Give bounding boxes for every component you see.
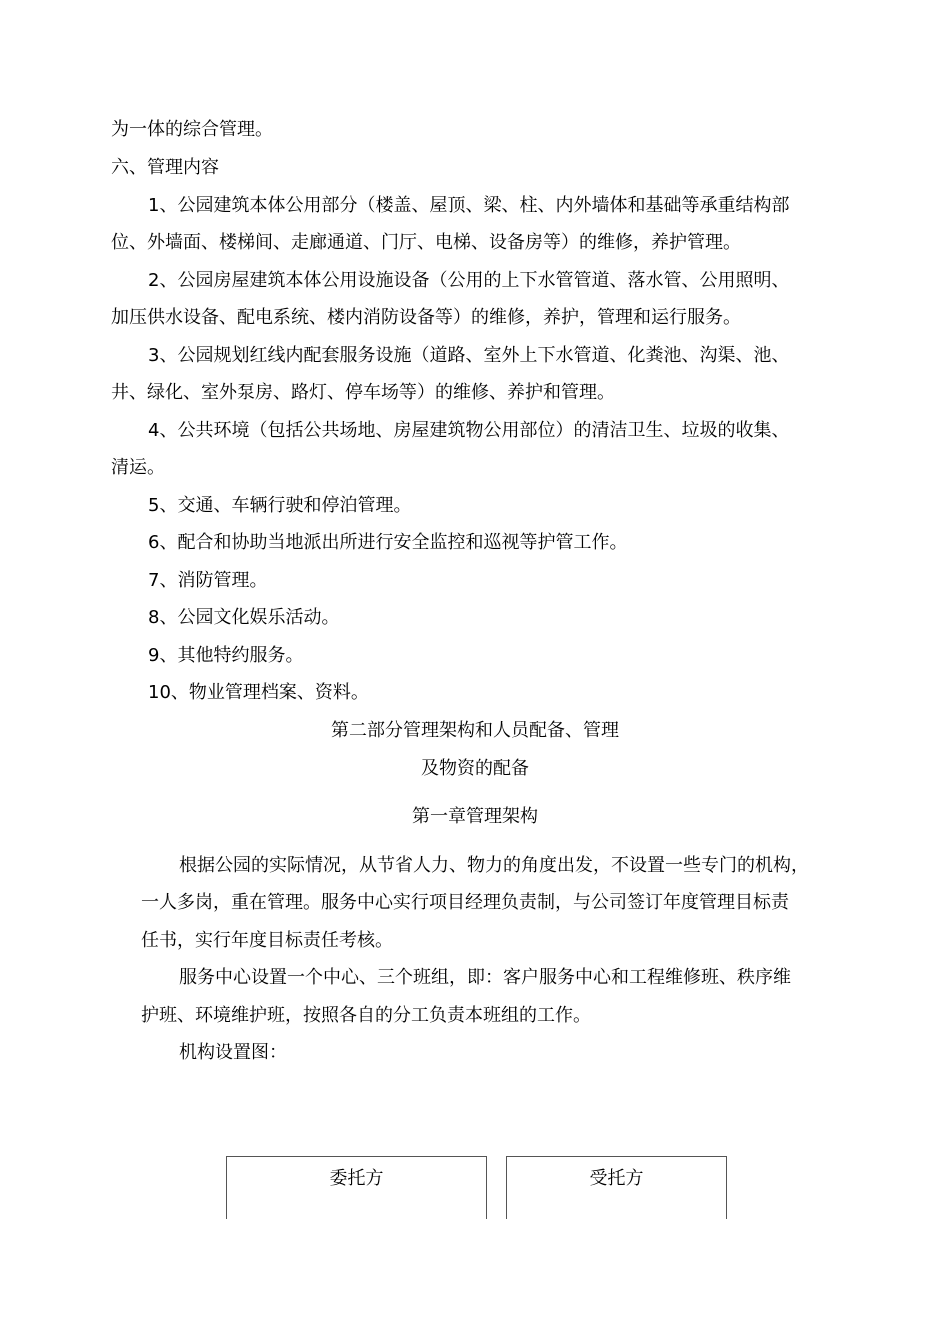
diagram-caption: 机构设置图： bbox=[179, 1042, 287, 1063]
part-title-continuation: 及物资的配备 bbox=[421, 758, 529, 779]
list-item: 4、公共环境（包括公共场地、房屋建筑物公用部位）的清洁卫生、垃圾的收集、 bbox=[148, 420, 790, 441]
list-item-continuation: 加压供水设备、配电系统、楼内消防设备等）的维修，养护，管理和运行服务。 bbox=[111, 307, 741, 328]
list-item-continuation: 井、绿化、室外泵房、路灯、停车场等）的维修、养护和管理。 bbox=[111, 382, 615, 403]
org-chart-box-contractor bbox=[506, 1156, 727, 1219]
body-paragraph-continuation: 护班、环境维护班，按照各自的分工负责本班组的工作。 bbox=[141, 1005, 591, 1026]
list-item: 6、配合和协助当地派出所进行安全监控和巡视等护管工作。 bbox=[148, 532, 628, 553]
list-item-continuation: 清运。 bbox=[111, 457, 165, 478]
list-item: 7、消防管理。 bbox=[148, 570, 268, 591]
chapter-title: 第一章管理架构 bbox=[412, 806, 538, 827]
body-paragraph: 服务中心设置一个中心、三个班组，即：客户服务中心和工程维修班、秩序维 bbox=[179, 967, 791, 988]
body-paragraph-continuation: 一人多岗，重在管理。服务中心实行项目经理负责制，与公司签订年度管理目标责 bbox=[141, 892, 789, 913]
part-title: 第二部分管理架构和人员配备、管理 bbox=[331, 720, 619, 741]
list-item: 5、交通、车辆行驶和停泊管理。 bbox=[148, 495, 412, 516]
list-item: 2、公园房屋建筑本体公用设施设备（公用的上下水管管道、落水管、公用照明、 bbox=[148, 270, 790, 291]
body-paragraph: 根据公园的实际情况，从节省人力、物力的角度出发，不设置一些专门的机构， bbox=[179, 855, 809, 876]
list-item: 1、公园建筑本体公用部分（楼盖、屋顶、梁、柱、内外墙体和基础等承重结构部 bbox=[148, 195, 790, 216]
list-item-continuation: 位、外墙面、楼梯间、走廊通道、门厅、电梯、设备房等）的维修，养护管理。 bbox=[111, 232, 741, 253]
list-item: 8、公园文化娱乐活动。 bbox=[148, 607, 340, 628]
list-item: 9、其他特约服务。 bbox=[148, 645, 304, 666]
list-item: 10、物业管理档案、资料。 bbox=[148, 682, 369, 703]
org-chart-box-client bbox=[226, 1156, 487, 1219]
body-paragraph-continuation: 任书，实行年度目标责任考核。 bbox=[141, 930, 393, 951]
paragraph-line: 为一体的综合管理。 bbox=[111, 119, 273, 140]
org-chart-box-label: 受托方 bbox=[589, 1168, 644, 1189]
section-heading: 六、管理内容 bbox=[111, 157, 219, 178]
org-chart-box-label: 委托方 bbox=[329, 1168, 384, 1189]
list-item: 3、公园规划红线内配套服务设施（道路、室外上下水管道、化粪池、沟渠、池、 bbox=[148, 345, 790, 366]
